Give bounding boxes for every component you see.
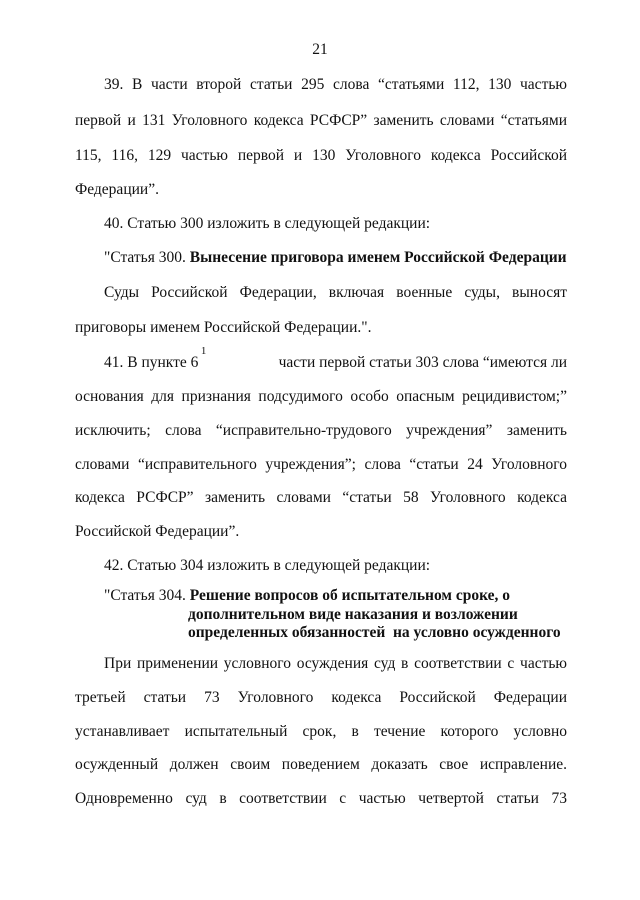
para41-line1 <box>104 345 567 373</box>
article304-heading-line2 <box>188 605 518 625</box>
para40-intro: 40. Статью 300 изложить в следующей редакции: <box>104 215 431 232</box>
article300-heading-title: Вынесение приговора именем Российской Федерации <box>189 249 567 266</box>
superscript-one: 1 <box>200 345 207 357</box>
para41-line2: основания для признания подсудимого особо опасным рецидивистом;” <box>75 388 567 405</box>
para41-line3: исключить; слова “исправительно-трудового учреждения” заменить <box>75 422 567 439</box>
article304-heading-title1: Решение вопросов об испытательном сроке, о <box>189 587 511 604</box>
article304-heading-prefix: "Статья 304. <box>104 587 190 604</box>
article304-body-line5: Одновременно суд в соответствии с частью четвертой статьи 73 <box>75 790 567 807</box>
para41-line1-start <box>104 345 207 373</box>
para42-intro: 42. Статью 304 изложить в следующей редакции: <box>104 557 431 574</box>
para39-line4: Федерации”. <box>75 181 159 198</box>
article304-heading-line1 <box>104 586 510 606</box>
para41-line5: кодекса РСФСР” заменить словами “статьи 58 Уголовного кодекса <box>75 489 567 506</box>
para39-line2: первой и 131 Уголовного кодекса РСФСР” заменить словами “статьями <box>75 112 567 129</box>
para41-line4: словами “исправительного учреждения”; слова “статьи 24 Уголовного <box>75 456 567 473</box>
para41-line1-b: части первой статьи 303 слова “имеются ли <box>274 354 567 371</box>
para39-line3: 115, 116, 129 частью первой и 130 Уголовного кодекса Российской <box>75 147 567 164</box>
article300-heading <box>104 248 567 268</box>
article304-body-line4: осужденный должен своим поведением доказать свое исправление. <box>75 756 567 773</box>
para41-line6: Российской Федерации”. <box>75 523 240 540</box>
article300-body-line1: Суды Российской Федерации, включая военные суды, выносят <box>104 284 567 301</box>
article304-body-line3: устанавливает испытательный срок, в течение которого условно <box>75 723 567 740</box>
article304-body-line1: При применении условного осуждения суд в соответствии с частью <box>104 655 567 672</box>
para41-line1-a: 41. В пункте 6 <box>104 354 199 371</box>
article300-body-line2: приговоры именем Российской Федерации.". <box>75 319 372 336</box>
para39-line1: 39. В части второй статьи 295 слова “статьями 112, 130 частью <box>104 76 567 93</box>
article304-heading-title2: дополнительном виде наказания и возложении <box>188 606 518 623</box>
page-number: 21 <box>312 41 328 58</box>
article304-heading-title3: определенных обязанностей на условно осужденного <box>188 624 561 641</box>
article304-heading-line3 <box>188 623 561 643</box>
article300-heading-prefix: "Статья 300. <box>104 249 190 266</box>
article304-body-line2: третьей статьи 73 Уголовного кодекса Российской Федерации <box>75 689 567 706</box>
